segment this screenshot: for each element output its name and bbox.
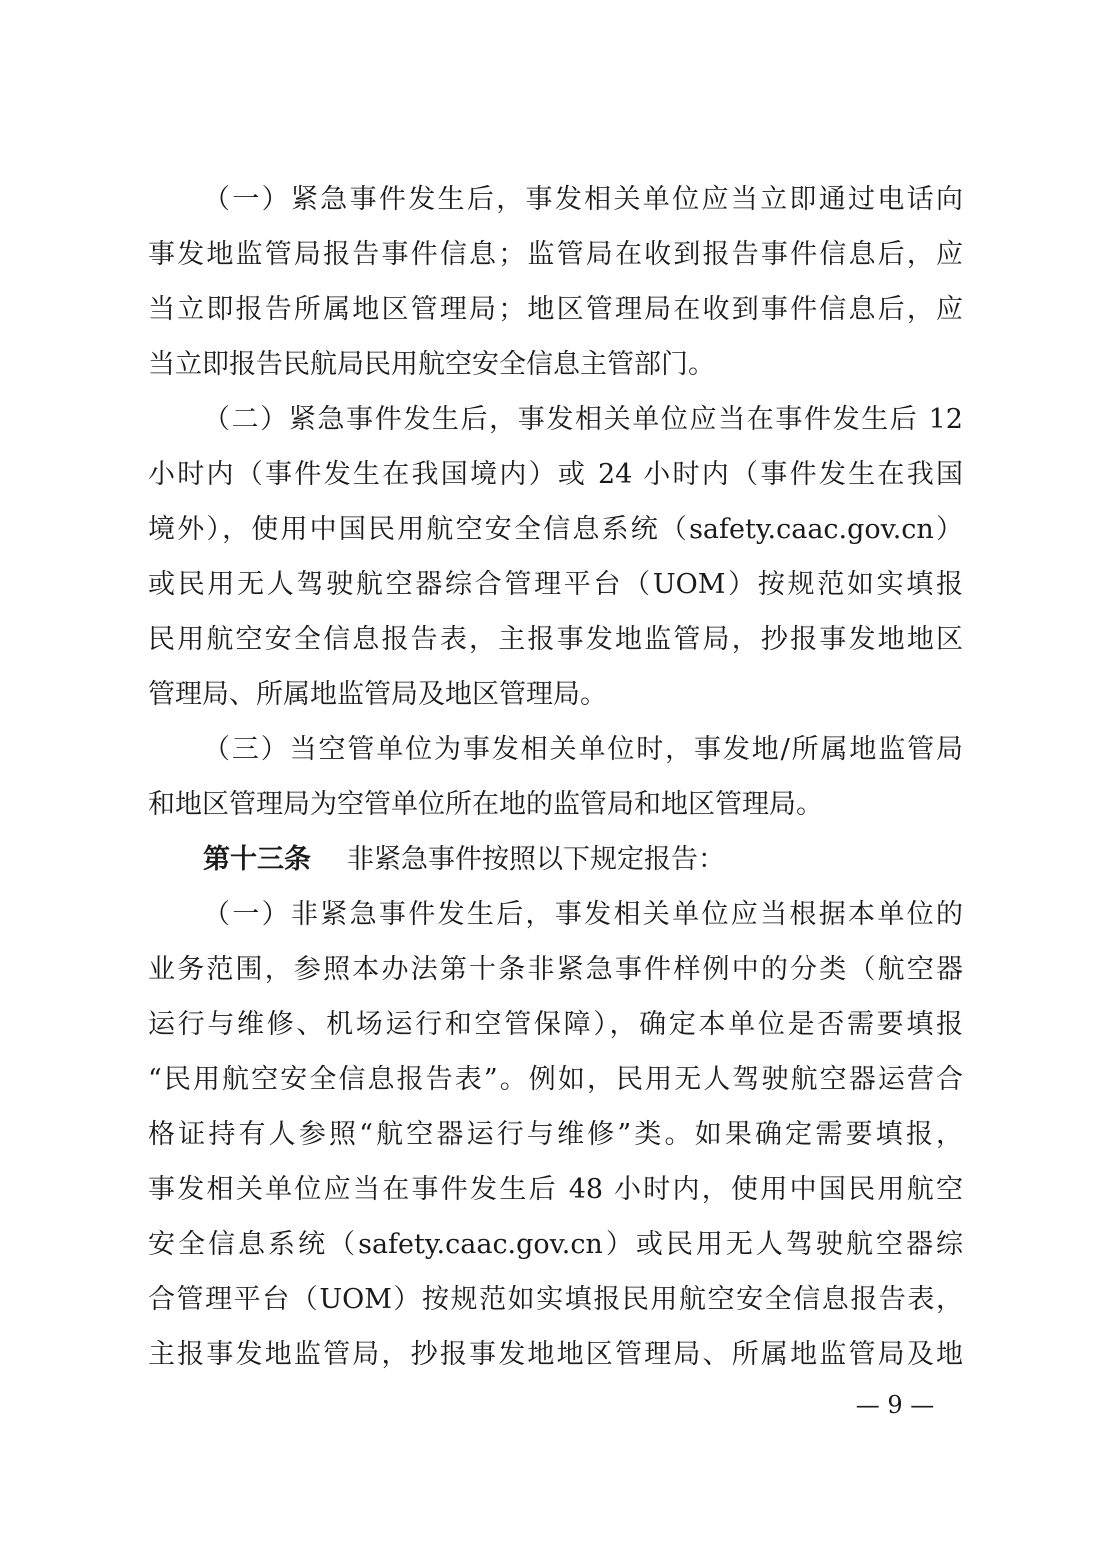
- paragraph-4-line-9: 主报事发地监管局，抄报事发地地区管理局、所属地监管局及地: [148, 1339, 963, 1370]
- paragraph-2-line-2: 小时内（事件发生在我国境内）或 24 小时内（事件发生在我国: [148, 459, 963, 490]
- paragraph-4-line-1: （一）非紧急事件发生后，事发相关单位应当根据本单位的: [203, 899, 963, 930]
- paragraph-2-line-5: 民用航空安全信息报告表，主报事发地监管局，抄报事发地地区: [148, 624, 963, 655]
- paragraph-4-line-4: “民用航空安全信息报告表”。例如，民用无人驾驶航空器运营合: [148, 1064, 963, 1095]
- paragraph-2-line-6: 管理局、所属地监管局及地区管理局。: [148, 679, 607, 710]
- paragraph-2-line-3: 境外），使用中国民用航空安全信息系统（safety.caac.gov.cn）: [148, 514, 963, 545]
- paragraph-2-line-4: 或民用无人驾驶航空器综合管理平台（UOM）按规范如实填报: [148, 569, 963, 600]
- article-13-text: 非紧急事件按照以下规定报告：: [347, 844, 725, 875]
- paragraph-1-line-4: 当立即报告民航局民用航空安全信息主管部门。: [148, 349, 715, 380]
- paragraph-4-line-3: 运行与维修、机场运行和空管保障），确定本单位是否需要填报: [148, 1009, 963, 1040]
- paragraph-1-line-1: （一）紧急事件发生后，事发相关单位应当立即通过电话向: [203, 184, 963, 215]
- paragraph-4-line-6: 事发相关单位应当在事件发生后 48 小时内，使用中国民用航空: [148, 1174, 963, 1205]
- paragraph-3-line-1: （三）当空管单位为事发相关单位时，事发地/所属地监管局: [203, 734, 963, 765]
- paragraph-4-line-5: 格证持有人参照“航空器运行与维修”类。如果确定需要填报，: [148, 1119, 963, 1150]
- paragraph-2-line-1: （二）紧急事件发生后，事发相关单位应当在事件发生后 12: [203, 404, 963, 435]
- article-13-line: [203, 840, 963, 880]
- paragraph-4-line-2: 业务范围，参照本办法第十条非紧急事件样例中的分类（航空器: [148, 954, 963, 985]
- page-number: — 9 —: [855, 1391, 935, 1419]
- paragraph-4-line-7: 安全信息系统（safety.caac.gov.cn）或民用无人驾驶航空器综: [148, 1229, 963, 1260]
- paragraph-3-line-2: 和地区管理局为空管单位所在地的监管局和地区管理局。: [148, 789, 823, 820]
- paragraph-1-line-3: 当立即报告所属地区管理局；地区管理局在收到事件信息后，应: [148, 294, 963, 325]
- article-heading: 第十三条: [203, 844, 311, 875]
- paragraph-1-line-2: 事发地监管局报告事件信息；监管局在收到报告事件信息后，应: [148, 239, 963, 270]
- paragraph-4-line-8: 合管理平台（UOM）按规范如实填报民用航空安全信息报告表，: [148, 1284, 963, 1315]
